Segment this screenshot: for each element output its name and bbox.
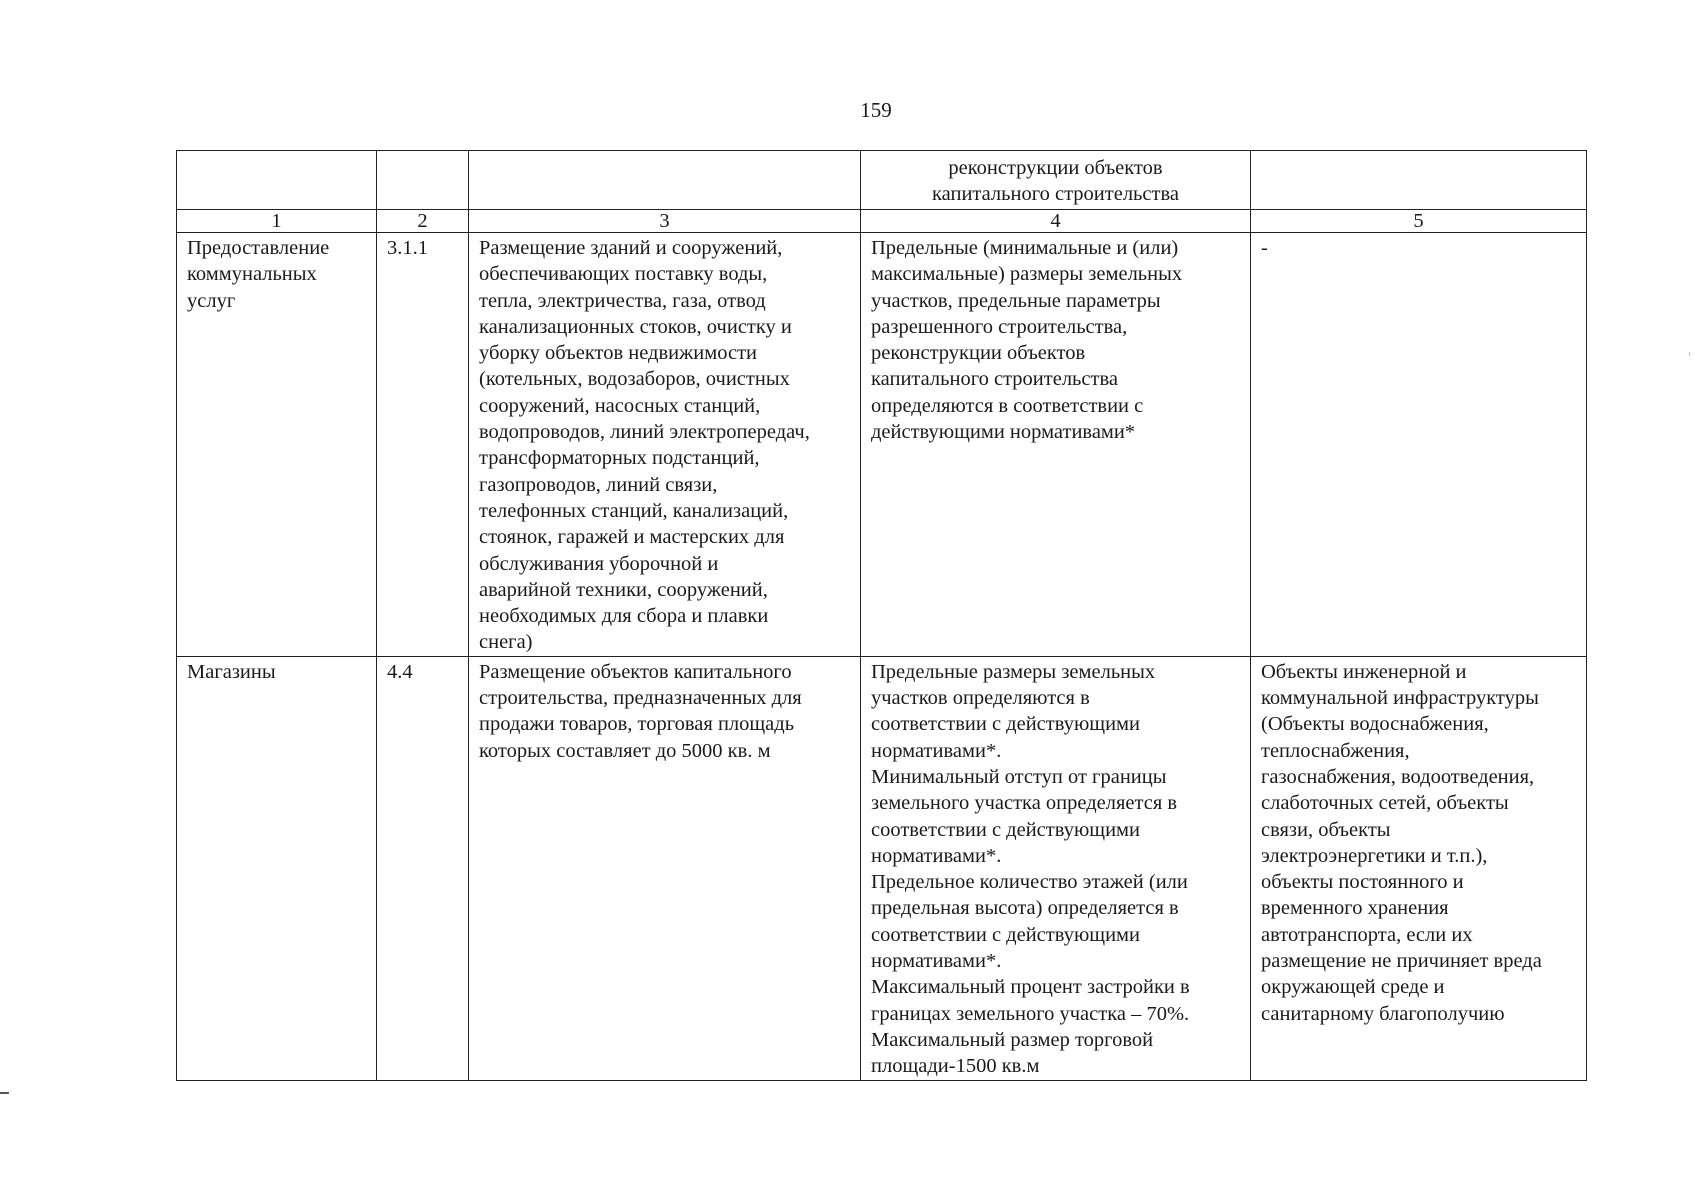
text-line: соответствии с действующими bbox=[871, 923, 1140, 946]
cell-empty bbox=[377, 151, 469, 210]
text-line: участков определяются в bbox=[871, 687, 1090, 710]
continuation-row bbox=[177, 151, 1587, 210]
text-line: максимальные) размеры земельных bbox=[871, 263, 1183, 286]
table-row bbox=[177, 656, 1587, 1080]
text-line: разрешенного строительства, bbox=[871, 315, 1128, 338]
description-cell bbox=[469, 656, 861, 1080]
text-line: соответствии с действующими bbox=[871, 818, 1140, 841]
text-line: обслуживания уборочной и bbox=[479, 552, 719, 575]
text-line: Предоставление bbox=[187, 237, 330, 259]
text-line: тепла, электричества, газа, отвод bbox=[479, 289, 766, 312]
text-line: нормативами*. bbox=[871, 844, 1002, 867]
text-line: аварийной техники, сооружений, bbox=[479, 578, 768, 601]
column-number: 2 bbox=[377, 210, 469, 233]
text-line: теплоснабжения, bbox=[1261, 739, 1410, 762]
column-number: 3 bbox=[469, 210, 861, 233]
text-line: стоянок, гаражей и мастерских для bbox=[479, 526, 785, 549]
auxiliary-uses-cell bbox=[1251, 656, 1587, 1080]
text-line: действующими нормативами* bbox=[871, 421, 1136, 444]
text-line: Предельное количество этажей (или bbox=[871, 871, 1188, 894]
text-line: размещение не причиняет вреда bbox=[1261, 950, 1542, 973]
text-line: коммунальных bbox=[187, 263, 317, 286]
scan-edge-tick bbox=[1689, 352, 1690, 356]
text-line: продажи товаров, торговая площадь bbox=[479, 713, 795, 736]
text-line: объекты постоянного и bbox=[1261, 871, 1464, 894]
text-line: обеспечивающих поставку воды, bbox=[479, 263, 768, 286]
text-line: временного хранения bbox=[1261, 897, 1449, 920]
column-number: 4 bbox=[861, 210, 1251, 233]
text-line: капитального строительства bbox=[871, 368, 1118, 391]
scan-edge-mark bbox=[0, 1092, 9, 1094]
text-line: которых составляет до 5000 кв. м bbox=[479, 739, 771, 762]
text-line: земельного участка определяется в bbox=[871, 792, 1178, 815]
column-number: 1 bbox=[177, 210, 377, 233]
text-line: капитального строительства bbox=[932, 183, 1179, 206]
text-line: услуг bbox=[187, 289, 236, 312]
text-line: строительства, предназначенных для bbox=[479, 687, 802, 710]
text-line: реконструкции объектов bbox=[948, 157, 1163, 179]
auxiliary-uses-cell bbox=[1251, 233, 1587, 657]
text-line: Размещение зданий и сооружений, bbox=[479, 237, 783, 259]
parameters-cell bbox=[861, 656, 1251, 1080]
text-line: нормативами*. bbox=[871, 739, 1002, 762]
use-name-cell bbox=[177, 233, 377, 657]
text-line: Максимальный размер торговой bbox=[871, 1028, 1154, 1051]
text-line: Магазины bbox=[187, 660, 276, 683]
table-row bbox=[177, 233, 1587, 657]
text-line: (котельных, водозаборов, очистных bbox=[479, 368, 790, 391]
cell-empty bbox=[177, 151, 377, 210]
zoning-table bbox=[176, 150, 1587, 1081]
description-cell bbox=[469, 233, 861, 657]
cell-empty bbox=[1251, 151, 1587, 210]
page-number: 159 bbox=[860, 98, 892, 122]
text-line: Предельные размеры земельных bbox=[871, 660, 1156, 683]
text-line: водопроводов, линий электропередач, bbox=[479, 421, 810, 444]
use-name-cell bbox=[177, 656, 377, 1080]
text-line: слаботочных сетей, объекты bbox=[1261, 792, 1509, 815]
use-code-cell: 3.1.1 bbox=[377, 233, 469, 657]
text-line: соответствии с действующими bbox=[871, 713, 1140, 736]
text-line: Размещение объектов капитального bbox=[479, 660, 792, 683]
text-line: окружающей среде и bbox=[1261, 976, 1445, 999]
column-number: 5 bbox=[1251, 210, 1587, 233]
text-line: реконструкции объектов bbox=[871, 342, 1086, 365]
text-line: коммунальной инфраструктуры bbox=[1261, 687, 1539, 710]
text-line: автотранспорта, если их bbox=[1261, 923, 1473, 946]
text-line: нормативами*. bbox=[871, 950, 1002, 973]
use-code-cell: 4.4 bbox=[377, 656, 469, 1080]
text-line: границах земельного участка – 70%. bbox=[871, 1002, 1190, 1025]
cell-empty bbox=[469, 151, 861, 210]
parameters-cell bbox=[861, 233, 1251, 657]
text-line: - bbox=[1261, 237, 1268, 259]
text-line: Предельные (минимальные и (или) bbox=[871, 237, 1179, 259]
text-line: необходимых для сбора и плавки bbox=[479, 605, 769, 628]
text-line: определяются в соответствии с bbox=[871, 394, 1144, 417]
text-line: Объекты инженерной и bbox=[1261, 660, 1467, 683]
continuation-text bbox=[861, 151, 1251, 210]
text-line: электроэнергетики и т.п.), bbox=[1261, 844, 1488, 867]
column-number-row bbox=[177, 210, 1587, 233]
text-line: предельная высота) определяется в bbox=[871, 897, 1179, 920]
text-line: (Объекты водоснабжения, bbox=[1261, 713, 1489, 736]
text-line: уборку объектов недвижимости bbox=[479, 342, 758, 365]
text-line: газоснабжения, водоотведения, bbox=[1261, 765, 1535, 788]
text-line: трансформаторных подстанций, bbox=[479, 447, 760, 470]
text-line: Минимальный отступ от границы bbox=[871, 765, 1167, 788]
text-line: канализационных стоков, очистку и bbox=[479, 315, 792, 338]
text-line: площади-1500 кв.м bbox=[871, 1055, 1040, 1078]
text-line: участков, предельные параметры bbox=[871, 289, 1161, 312]
text-line: снега) bbox=[479, 631, 533, 654]
text-line: Максимальный процент застройки в bbox=[871, 976, 1190, 999]
text-line: телефонных станций, канализаций, bbox=[479, 499, 789, 522]
text-line: сооружений, насосных станций, bbox=[479, 394, 761, 417]
text-line: газопроводов, линий связи, bbox=[479, 473, 718, 496]
text-line: связи, объекты bbox=[1261, 818, 1391, 841]
text-line: санитарному благополучию bbox=[1261, 1002, 1505, 1025]
